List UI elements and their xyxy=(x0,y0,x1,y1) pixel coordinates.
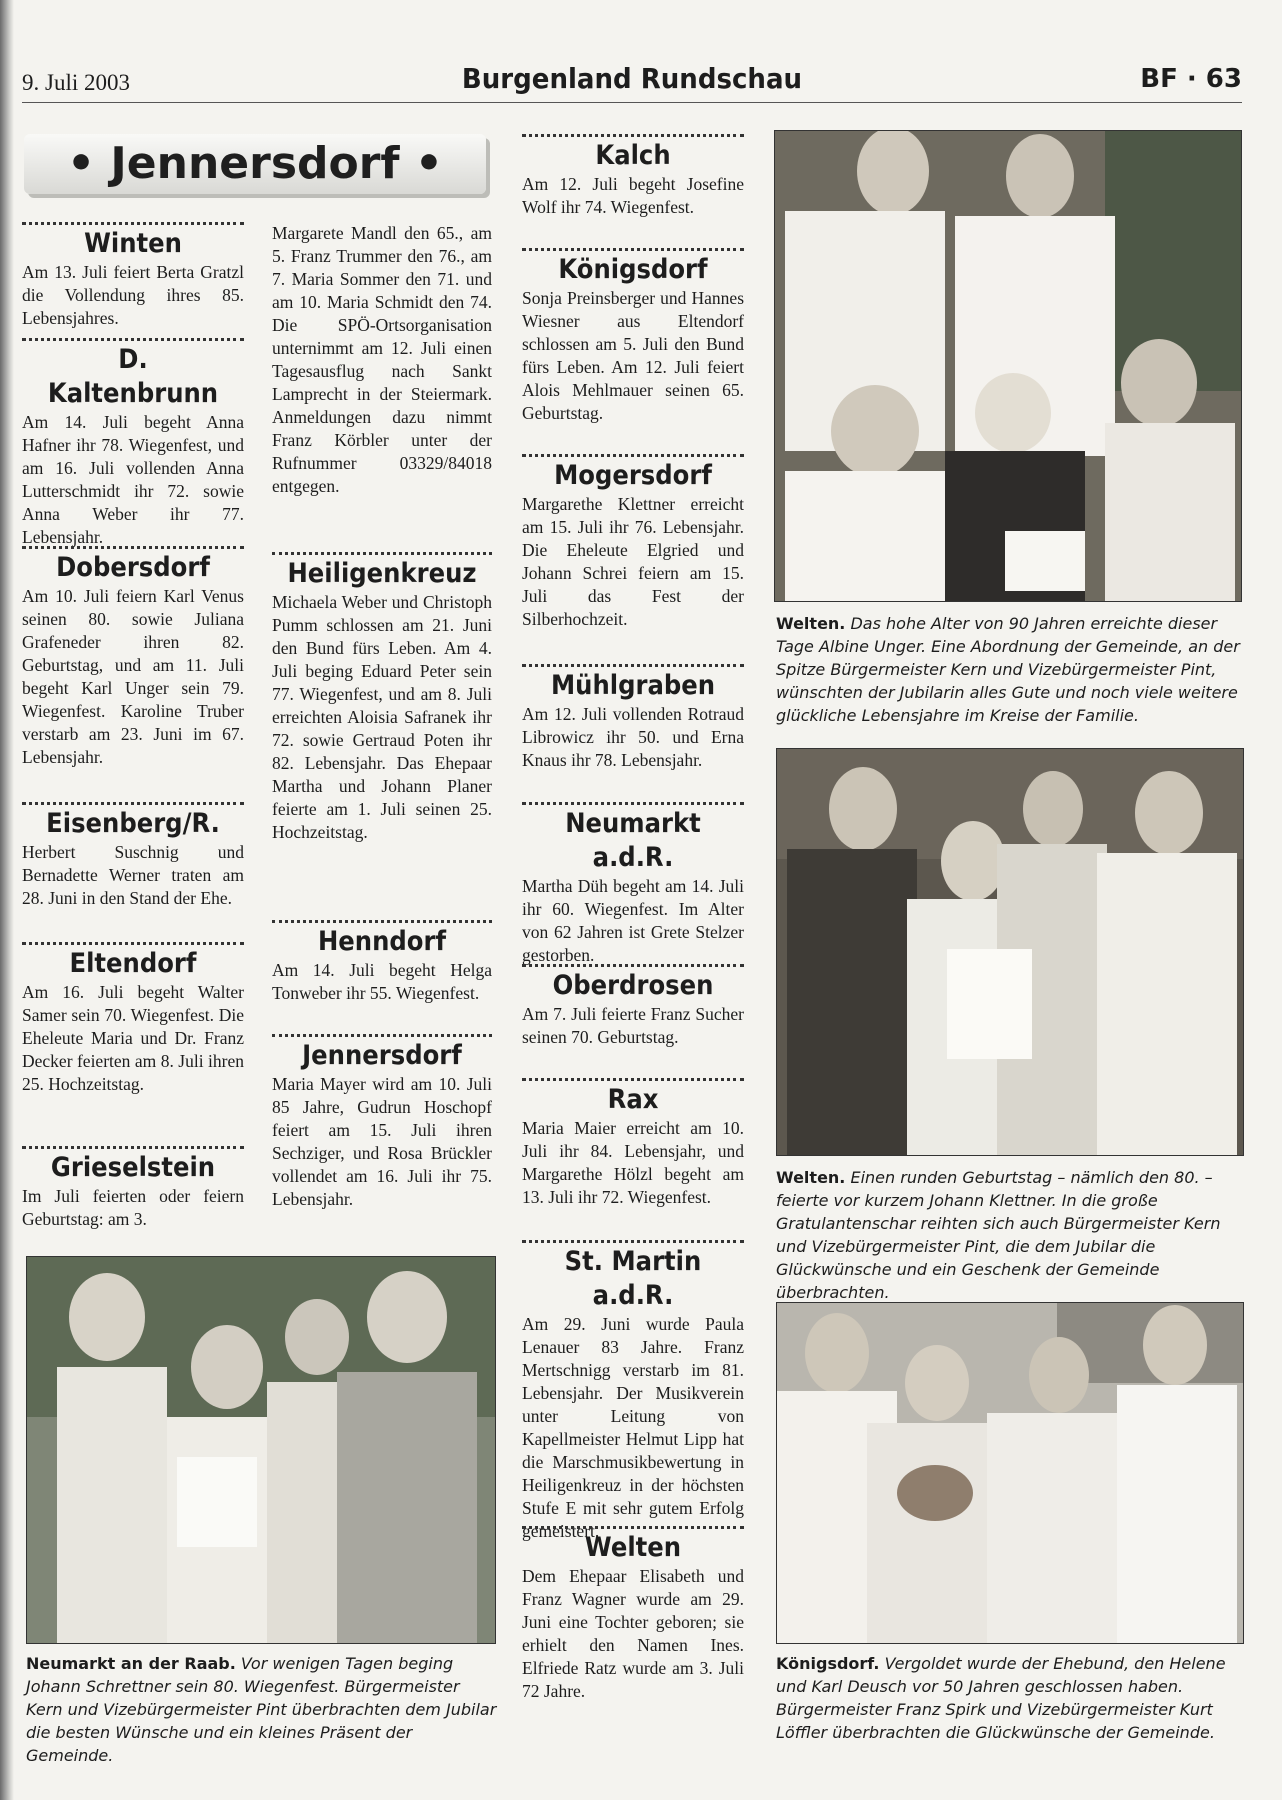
district-banner xyxy=(24,134,486,194)
section-title: D. Kaltenbrunn xyxy=(47,344,219,409)
caption-koenigsdorf xyxy=(776,1652,1246,1744)
caption-text: Das hohe Alter von 90 Jahren erreichte dieser Tage Albine Unger. Eine Abordnung der Gemeinde, an der Spitze Bürgermeister Kern und Vizebürgermeister Pint, wünschten der Jubilarin alles Gute und noch viele weitere glückliche Lebensjahre im Kreise der Familie. xyxy=(776,614,1240,725)
section-text: Michaela Weber und Christoph Pumm schlossen am 21. Juni den Bund fürs Leben. Am 4. Juli beging Eduard Peter sein 77. Wiegenfest, und am 8. Juli erreichten Aloisia Safranek ihr 72. sowie Gertraud Poten ihr 82. Lebensjahr. Das Ehepaar Martha und Johann Planer feierte am 1. Juli seinen 25. Hochzeitstag. xyxy=(272,592,492,842)
section-title: Königsdorf xyxy=(558,254,708,285)
section-text: Am 10. Juli feiern Karl Venus seinen 80. sowie Juliana Grafeneder ihren 82. Geburtstag, und am 11. Juli begeht Karl Unger sein 79. Wiegenfest. Karoline Truber verstarb am 23. Juni im 67. Lebensjahr. xyxy=(22,586,244,767)
caption-place: Welten. xyxy=(776,1168,846,1187)
section-winten xyxy=(22,222,244,330)
section-text: Margarethe Klettner erreicht am 15. Juli ihr 76. Lebensjahr. Die Eheleute Elgried und Johann Schrei feiern am 15. Juli das Fest der Silberhochzeit. xyxy=(522,494,744,629)
section-text: Am 13. Juli feiert Berta Gratzl die Vollendung ihres 85. Lebensjahres. xyxy=(22,262,244,328)
section-text: Am 12. Juli begeht Josefine Wolf ihr 74. Wiegenfest. xyxy=(522,174,744,217)
section-mogersdorf xyxy=(522,454,744,631)
section-grieselstein xyxy=(22,1146,244,1231)
section-text: Am 16. Juli begeht Walter Samer sein 70. Wiegenfest. Die Eheleute Maria und Dr. Franz Decker feierten am 8. Juli ihren 25. Hochzeitstag. xyxy=(22,982,244,1094)
section-text: Maria Mayer wird am 10. Juli 85 Jahre, Gudrun Hoschopf feiert am 15. Juli ihren Sechziger, und Rosa Brückler vollendet am 16. Juli ihr 75. Lebensjahr. xyxy=(272,1074,492,1209)
district-banner-label: • Jennersdorf • xyxy=(66,138,444,189)
issue-date: 9. Juli 2003 xyxy=(22,70,130,95)
photo-welten-klettner-image xyxy=(777,749,1243,1155)
section-welten xyxy=(522,1526,744,1703)
section-dobersdorf xyxy=(22,546,244,769)
section-text: Maria Maier erreicht am 10. Juli ihr 84. Lebensjahr, und Margarethe Hölzl begeht am 13. Juli ihr 72. Wiegenfest. xyxy=(522,1118,744,1207)
section-text: Sonja Preinsberger und Hannes Wiesner aus Eltendorf schlossen am 5. Juli den Bund fürs Leben. Am 12. Juli feiert Alois Mehlmauer seinen 65. Geburtstag. xyxy=(522,288,744,423)
section-text: Herbert Suschnig und Bernadette Werner traten am 28. Juni in den Stand der Ehe. xyxy=(22,842,244,908)
section-text: Am 7. Juli feierte Franz Sucher seinen 70. Geburtstag. xyxy=(522,1004,744,1047)
caption-text: Vor wenigen Tagen beging Johann Schrettner sein 80. Wiegenfest. Bürgermeister Kern und Vizebürgermeister Pint überbrachten dem Jubilar die besten Wünsche und ein kleines Präsent der Gemeinde. xyxy=(26,1654,497,1765)
photo-welten-unger xyxy=(774,130,1242,602)
section-heiligenkreuz xyxy=(272,552,492,844)
section-title: Jennersdorf xyxy=(302,1040,462,1071)
section-text: Am 14. Juli begeht Anna Hafner ihr 78. Wiegenfest, und am 16. Juli vollenden Anna Lutterschmidt ihr 72. sowie Anna Weber ihr 77. Lebensjahr. xyxy=(22,412,244,547)
section-title: Mühlgraben xyxy=(550,670,716,701)
section-koenigsdorf xyxy=(522,248,744,425)
section-title: Welten xyxy=(584,1532,682,1563)
section-oberdrosen xyxy=(522,964,744,1049)
section-text: Am 29. Juni wurde Paula Lenauer 83 Jahre. Franz Mertschnigg verstarb im 81. Lebensjahr. Der Musikverein unter Leitung von Kapellmeister Helmut Lipp hat die Marschmusikbewertung in Heiligenkreuz in der höchsten Stufe E mit sehr gutem Erfolg gemeistert. xyxy=(522,1314,744,1541)
newspaper-title: Burgenland Rundschau xyxy=(461,62,803,95)
page-header xyxy=(22,60,1242,103)
caption-welten-unger xyxy=(776,612,1246,727)
section-eltendorf xyxy=(22,942,244,1096)
section-st-martin xyxy=(522,1240,744,1543)
section-title: Dobersdorf xyxy=(56,552,210,583)
section-rax xyxy=(522,1078,744,1209)
section-text: Margarete Mandl den 65., am 5. Franz Trummer den 76., am 7. Maria Sommer den 71. und am 10. Maria Schmidt den 74. Die SPÖ-Ortsorganisation unternimmt am 12. Juli einen Tagesausflug nach Sankt Lamprecht in der Steiermark. Anmeldungen dazu nimmt Franz Körbler unter der Rufnummer 03329/84018 entgegen. xyxy=(272,223,492,496)
photo-koenigsdorf xyxy=(776,1302,1244,1644)
photo-neumarkt xyxy=(26,1256,496,1644)
caption-text: Einen runden Geburtstag – nämlich den 80. – feierte vor kurzem Johann Klettner. In die große Gratulantenschar reihten sich auch Bürgermeister Kern und Vizebürgermeister Pint, die dem Jubilar die Glückwünsche und ein Geschenk der Gemeinde überbrachten. xyxy=(776,1168,1221,1302)
section-title: St. Martin a.d.R. xyxy=(564,1246,702,1311)
section-text: Am 12. Juli vollenden Rotraud Librowicz ihr 50. und Erna Knaus ihr 78. Lebensjahr. xyxy=(522,704,744,770)
section-title: Rax xyxy=(607,1084,659,1115)
scan-edge xyxy=(0,0,14,1800)
section-text: Am 14. Juli begeht Helga Tonweber ihr 55. Wiegenfest. xyxy=(272,960,492,1003)
caption-place: Neumarkt an der Raab. xyxy=(26,1654,236,1673)
section-title: Henndorf xyxy=(317,926,447,957)
section-title: Eltendorf xyxy=(69,948,197,979)
section-henndorf xyxy=(272,920,492,1005)
section-title: Winten xyxy=(84,228,182,259)
section-text: Dem Ehepaar Elisabeth und Franz Wagner wurde am 29. Juni eine Tochter geboren; sie erhielt den Namen Ines. Elfriede Ratz wurde am 3. Juli 72 Jahre. xyxy=(522,1566,744,1701)
section-title: Heiligenkreuz xyxy=(287,558,477,589)
caption-place: Königsdorf. xyxy=(776,1654,880,1673)
caption-welten-klettner xyxy=(776,1166,1246,1304)
caption-neumarkt xyxy=(26,1652,498,1767)
caption-place: Welten. xyxy=(776,614,846,633)
section-eisenberg xyxy=(22,802,244,910)
page-number: BF · 63 xyxy=(1140,64,1242,94)
photo-koenigsdorf-image xyxy=(777,1303,1243,1643)
section-title: Oberdrosen xyxy=(552,970,714,1001)
caption-text: Vergoldet wurde der Ehebund, den Helene und Karl Deusch vor 50 Jahren geschlossen haben. Bürgermeister Franz Spirk und Vizebürgermeister Kurt Löffler überbrachten die Glückwünsche der Gemeinde. xyxy=(776,1654,1226,1742)
section-grieselstein-continued xyxy=(272,222,492,498)
section-title: Kalch xyxy=(595,140,671,171)
section-title: Mogersdorf xyxy=(554,460,712,491)
photo-neumarkt-image xyxy=(27,1257,495,1643)
section-muehlgraben xyxy=(522,664,744,772)
photo-welten-klettner xyxy=(776,748,1244,1156)
section-text: Im Juli feierten oder feiern Geburtstag: am 3. xyxy=(22,1186,244,1229)
section-jennersdorf xyxy=(272,1034,492,1211)
photo-welten-unger-image xyxy=(775,131,1241,601)
section-neumarkt xyxy=(522,802,744,967)
section-text: Martha Düh begeht am 14. Juli ihr 60. Wiegenfest. Im Alter von 62 Jahren ist Grete Stelzer gestorben. xyxy=(522,876,744,965)
section-title: Grieselstein xyxy=(50,1152,216,1183)
section-title: Neumarkt a.d.R. xyxy=(565,808,701,873)
section-d-kaltenbrunn xyxy=(22,338,244,549)
section-title: Eisenberg/R. xyxy=(46,808,220,839)
section-kalch xyxy=(522,134,744,219)
